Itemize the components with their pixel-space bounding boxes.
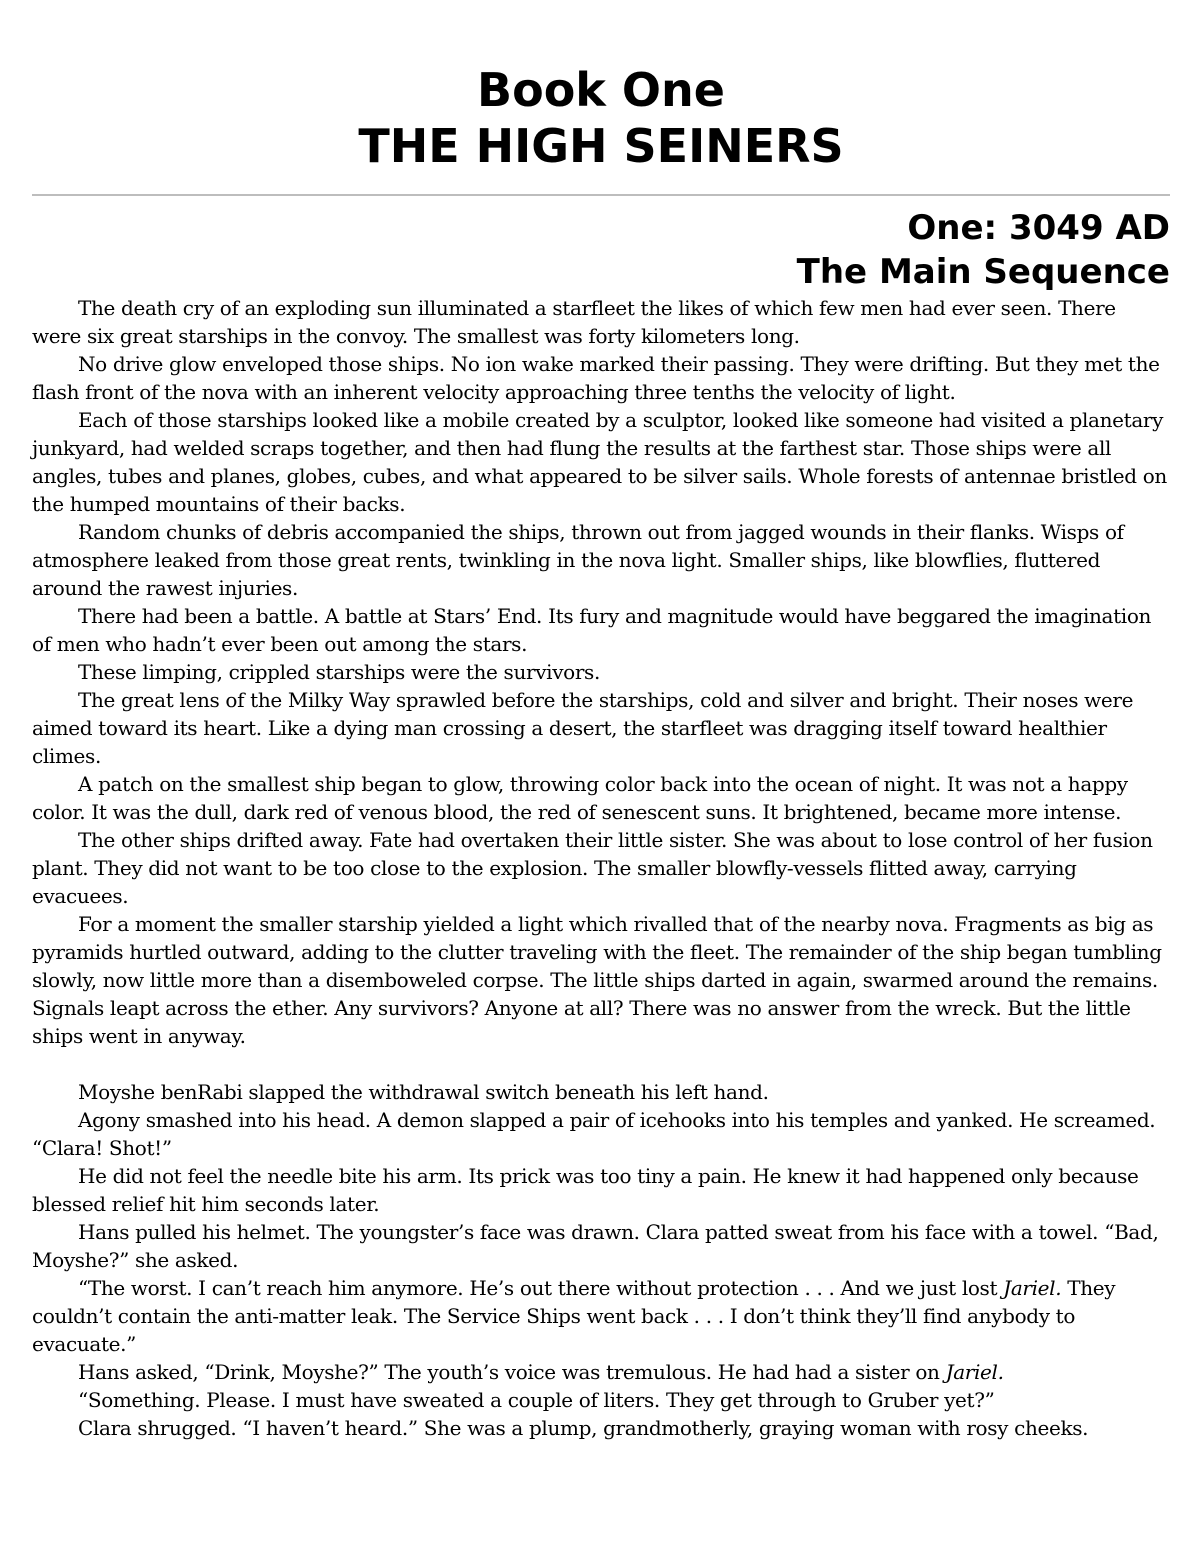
book-page	[32, 0, 1170, 1442]
paragraph: Hans pulled his helmet. The youngster’s face was drawn. Clara patted sweat from his face with a towel. “Bad, Moyshe?” she asked.	[32, 1220, 1159, 1272]
section-break	[32, 1050, 1170, 1078]
paragraph: Agony smashed into his head. A demon slapped a pair of icehooks into his temples and yanked. He screamed. “Clara! Shot!”	[32, 1108, 1156, 1160]
paragraph: For a moment the smaller starship yielded a light which rivalled that of the nearby nova. Fragments as big as pyramids hurtled outward, adding to the clutter traveling with the fleet. The remainder of the ship began tumbling slowly, now little more than a disemboweled corpse. The little ships darted in again, swarmed around the remains. Signals leapt across the ether. Any survivors? Anyone at all? There was no answer from the wreck. But the little ships went in anyway.	[32, 912, 1162, 1048]
paragraph: The other ships drifted away. Fate had overtaken their little sister. She was about to lose control of her fusion plant. They did not want to be too close to the explosion. The smaller blowfly-vessels flitted away, carrying evacuees.	[32, 828, 1153, 908]
paragraph: A patch on the smallest ship began to glow, throwing color back into the ocean of night. It was not a happy color. It was the dull, dark red of venous blood, the red of senescent suns. It brightened, became more intense.	[32, 772, 1128, 824]
ship-name: Jariel.	[1003, 1276, 1062, 1300]
paragraph: He did not feel the needle bite his arm. Its prick was too tiny a pain. He knew it had happened only because blessed relief hit him seconds later.	[32, 1164, 1139, 1216]
ship-name: Jariel.	[945, 1360, 1004, 1384]
paragraph-text: Hans asked, “Drink, Moyshe?” The youth’s voice was tremulous. He had had a sister on	[78, 1360, 946, 1384]
paragraph	[32, 1358, 1170, 1386]
paragraph: These limping, crippled starships were the survivors.	[78, 660, 600, 684]
paragraph: Moyshe benRabi slapped the withdrawal switch beneath his left hand.	[78, 1080, 769, 1104]
book-title	[32, 62, 1170, 174]
paragraph: There had been a battle. A battle at Stars’ End. Its fury and magnitude would have beggared the imagination of men who hadn’t ever been out among the stars.	[32, 604, 1152, 656]
paragraph-text: “The worst. I can’t reach him anymore. He’s out there without protection . . . And we just lost	[78, 1276, 1004, 1300]
paragraph: No drive glow enveloped those ships. No ion wake marked their passing. They were drifting. But they met the flash front of the nova with an inherent velocity approaching three tenths the velocity of light.	[32, 352, 1160, 404]
title-divider	[32, 194, 1170, 196]
paragraph: Each of those starships looked like a mobile created by a sculptor, looked like someone had visited a planetary junkyard, had welded scraps together, and then had flung the results at the farthest star. Those ships were all angles, tubes and planes, globes, cubes, and what appeared to be silver sails. Whole forests of antennae bristled on the humped mountains of their backs.	[32, 408, 1167, 516]
book-number: Book One	[477, 63, 725, 117]
paragraph: Random chunks of debris accompanied the ships, thrown out from jagged wounds in their flanks. Wisps of atmosphere leaked from those great rents, twinkling in the nova light. Smaller ships, like blowflies, fluttered around the rawest injuries.	[32, 520, 1124, 600]
paragraph: The great lens of the Milky Way sprawled before the starships, cold and silver and bright. Their noses were aimed toward its heart. Like a dying man crossing a desert, the starfleet was dragging itself toward healthier climes.	[32, 688, 1134, 768]
chapter-number: One: 3049 AD	[907, 208, 1170, 248]
paragraph: “Something. Please. I must have sweated a couple of liters. They get through to Gruber yet?”	[78, 1388, 995, 1412]
paragraph-text: They couldn’t contain the anti-matter leak. The Service Ships went back . . . I don’t think they’ll find anybody to evacuate.”	[32, 1276, 1116, 1356]
chapter-heading	[32, 206, 1170, 294]
paragraph: The death cry of an exploding sun illuminated a starfleet the likes of which few men had ever seen. There were six great starships in the convoy. The smallest was forty kilometers long.	[32, 296, 1116, 348]
chapter-body	[32, 294, 1170, 1442]
chapter-name: The Main Sequence	[796, 252, 1170, 292]
paragraph	[32, 1274, 1170, 1358]
paragraph: Clara shrugged. “I haven’t heard.” She was a plump, grandmotherly, graying woman with rosy cheeks.	[78, 1416, 1089, 1440]
book-name: THE HIGH SEINERS	[358, 119, 844, 173]
